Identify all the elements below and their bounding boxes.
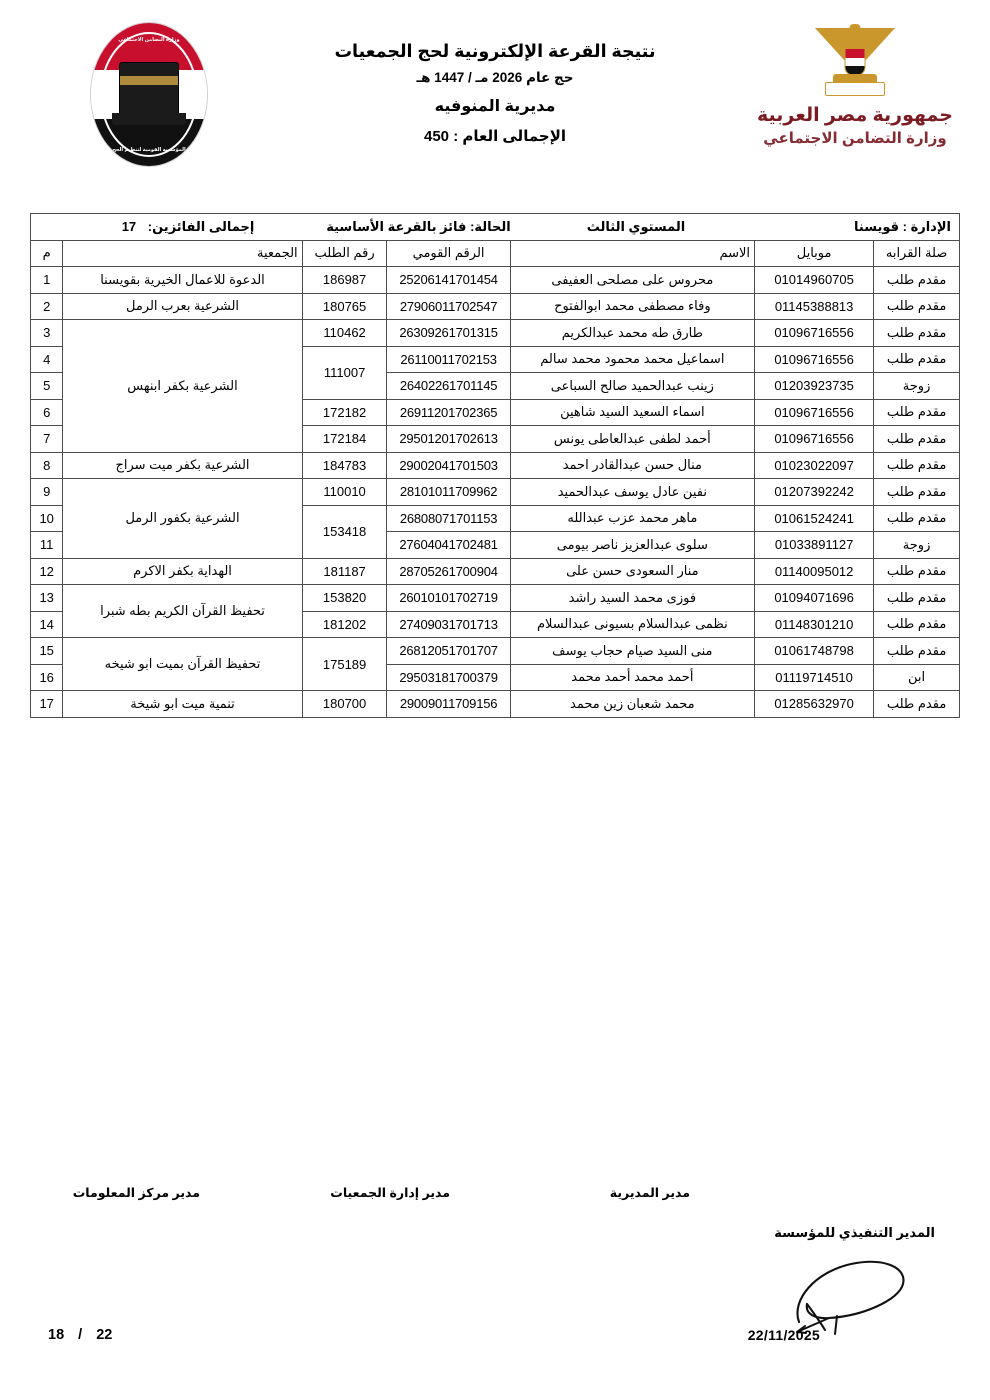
table-row (31, 293, 960, 320)
egypt-ministry-logo (740, 24, 970, 189)
emblem-bottom-text: المؤسسة القومية لتنظيم الحج (112, 147, 186, 153)
cell-relation: مقدم طلب (874, 320, 960, 347)
results-table (30, 213, 960, 718)
column-header-request-no: رقم الطلب (302, 240, 387, 267)
cell-national-id: 26911201702365 (387, 399, 510, 426)
column-header-relation: صلة القرابه (874, 240, 960, 267)
cell-request-no: 110462 (302, 320, 387, 347)
cell-name: طارق طه محمد عبدالكريم (510, 320, 754, 347)
table-row (31, 691, 960, 718)
cell-index: 6 (31, 399, 63, 426)
cell-name: اسماء السعيد السيد شاهين (510, 399, 754, 426)
page-current: 18 (48, 1327, 65, 1343)
page-footer (0, 1175, 990, 1375)
cell-request-no: 110010 (302, 479, 387, 506)
column-header-name: الاسم (510, 240, 754, 267)
cell-name: أحمد محمد أحمد محمد (510, 664, 754, 691)
cell-mobile: 01285632970 (755, 691, 874, 718)
cell-society: الشرعية بكفر ابنهس (63, 320, 302, 453)
cell-index: 13 (31, 585, 63, 612)
cell-index: 14 (31, 611, 63, 638)
signature-directorate-label: مدير المديرية (609, 1186, 690, 1200)
cell-mobile: 01096716556 (755, 399, 874, 426)
cell-mobile: 01145388813 (755, 293, 874, 320)
cell-national-id: 26110011702153 (387, 346, 510, 373)
republic-name: جمهورية مصر العربية (757, 105, 953, 126)
egypt-eagle-icon (815, 24, 895, 100)
cell-relation: مقدم طلب (874, 479, 960, 506)
cell-relation: زوجة (874, 532, 960, 559)
cell-index: 9 (31, 479, 63, 506)
ministry-name: وزارة التضامن الاجتماعي (763, 130, 947, 147)
cell-mobile: 01096716556 (755, 346, 874, 373)
cell-relation: مقدم طلب (874, 611, 960, 638)
cell-request-no: 184783 (302, 452, 387, 479)
table-row (31, 558, 960, 585)
cell-request-no: 186987 (302, 267, 387, 294)
cell-index: 3 (31, 320, 63, 347)
cell-national-id: 27604041702481 (387, 532, 510, 559)
cell-society: الدعوة للاعمال الخيرية بقويسنا (63, 267, 302, 294)
hajj-year-subtitle: حج عام 2026 مـ / 1447 هـ (416, 70, 574, 85)
table-row (31, 320, 960, 347)
cell-request-no: 172182 (302, 399, 387, 426)
cell-relation: مقدم طلب (874, 585, 960, 612)
cell-index: 15 (31, 638, 63, 665)
column-header-mobile: موبايل (755, 240, 874, 267)
table-row (31, 638, 960, 665)
status-value: فائز بالقرعة الأساسية (326, 218, 467, 234)
cell-mobile: 01203923735 (755, 373, 874, 400)
grand-total-label: الإجمالى العام : (453, 128, 567, 145)
cell-name: منال حسن عبدالقادر احمد (510, 452, 754, 479)
info-strip-cell (31, 214, 960, 241)
cell-relation: مقدم طلب (874, 452, 960, 479)
cell-mobile: 01033891127 (755, 532, 874, 559)
cell-name: محروس على مصلحى العفيفى (510, 267, 754, 294)
cell-national-id: 27906011702547 (387, 293, 510, 320)
cell-index: 8 (31, 452, 63, 479)
cell-name: ماهر محمد عزب عبدالله (510, 505, 754, 532)
cell-request-no: 153820 (302, 585, 387, 612)
signature-societies-label: مدير إدارة الجمعيات (330, 1186, 450, 1200)
cell-society: تحفيظ القرآن الكريم بطه شبرا (63, 585, 302, 638)
cell-index: 17 (31, 691, 63, 718)
table-header-row (31, 240, 960, 267)
level-value: المستوي الثالث (586, 218, 686, 234)
winners-total-label: إجمالى الفائزين: (147, 218, 255, 234)
page-header (0, 0, 990, 200)
cell-index: 1 (31, 267, 63, 294)
cell-national-id: 26808071701153 (387, 505, 510, 532)
cell-name: نفين عادل يوسف عبدالحميد (510, 479, 754, 506)
column-header-society: الجمعية (63, 240, 302, 267)
administration-info (736, 219, 955, 235)
cell-name: سلوى عبدالعزيز ناصر بيومى (510, 532, 754, 559)
results-table-container (30, 213, 960, 718)
cell-relation: زوجة (874, 373, 960, 400)
cell-relation: مقدم طلب (874, 505, 960, 532)
cell-request-no: 153418 (302, 505, 387, 558)
cell-mobile: 01119714510 (755, 664, 874, 691)
cell-request-no: 181202 (302, 611, 387, 638)
cell-national-id: 26402261701145 (387, 373, 510, 400)
cell-national-id: 28705261700904 (387, 558, 510, 585)
page-number: 18 / 22 (48, 1327, 113, 1343)
cell-name: زينب عبدالحميد صالح السباعى (510, 373, 754, 400)
cell-relation: مقدم طلب (874, 267, 960, 294)
cell-society: تحفيظ القرآن بميت ابو شيخه (63, 638, 302, 691)
winners-total-value: 17 (121, 218, 137, 234)
page-title: نتيجة القرعة الإلكترونية لحج الجمعيات (334, 41, 656, 61)
cell-society: تنمية ميت ابو شيخة (63, 691, 302, 718)
cell-mobile: 01207392242 (755, 479, 874, 506)
cell-mobile: 01061748798 (755, 638, 874, 665)
status-label: الحالة: (470, 218, 511, 234)
cell-relation: مقدم طلب (874, 399, 960, 426)
cell-name: اسماعيل محمد محمود محمد سالم (510, 346, 754, 373)
winners-total-info (35, 219, 301, 235)
cell-society: الشرعية بعرب الرمل (63, 293, 302, 320)
cell-index: 16 (31, 664, 63, 691)
cell-index: 7 (31, 426, 63, 453)
directorate-name: مديرية المنوفيه (434, 98, 556, 115)
table-info-row (31, 214, 960, 241)
administration-label: الإدارة : (902, 218, 951, 234)
cell-relation: ابن (874, 664, 960, 691)
cell-name: أحمد لطفى عبدالعاطى يونس (510, 426, 754, 453)
cell-mobile: 01140095012 (755, 558, 874, 585)
footer-date: 22/11/2025 (747, 1327, 820, 1343)
cell-national-id: 25206141701454 (387, 267, 510, 294)
cell-relation: مقدم طلب (874, 691, 960, 718)
administration-value: قويسنا (854, 218, 899, 234)
table-row (31, 479, 960, 506)
cell-request-no: 180765 (302, 293, 387, 320)
cell-mobile: 01014960705 (755, 267, 874, 294)
cell-relation: مقدم طلب (874, 426, 960, 453)
table-row (31, 267, 960, 294)
cell-national-id: 28101011709962 (387, 479, 510, 506)
cell-national-id: 27409031701713 (387, 611, 510, 638)
emblem-top-text: وزارة التضامن الاجتماعي (118, 37, 180, 43)
cell-name: نظمى عبدالسلام بسيونى عبدالسلام (510, 611, 754, 638)
cell-relation: مقدم طلب (874, 558, 960, 585)
cell-request-no: 111007 (302, 346, 387, 399)
cell-society: الشرعية بكفر ميت سراج (63, 452, 302, 479)
cell-index: 5 (31, 373, 63, 400)
cell-mobile: 01148301210 (755, 611, 874, 638)
cell-mobile: 01061524241 (755, 505, 874, 532)
cell-national-id: 26309261701315 (387, 320, 510, 347)
cell-society: الشرعية بكفور الرمل (63, 479, 302, 559)
cell-request-no: 175189 (302, 638, 387, 691)
cell-index: 2 (31, 293, 63, 320)
cell-society: الهداية بكفر الاكرم (63, 558, 302, 585)
page-total: 22 (96, 1327, 113, 1343)
cell-national-id: 29002041701503 (387, 452, 510, 479)
cell-national-id: 26812051701707 (387, 638, 510, 665)
cell-name: فوزى محمد السيد راشد (510, 585, 754, 612)
cell-national-id: 29009011709156 (387, 691, 510, 718)
column-header-index: م (31, 240, 63, 267)
cell-mobile: 01023022097 (755, 452, 874, 479)
cell-index: 4 (31, 346, 63, 373)
cell-index: 10 (31, 505, 63, 532)
cell-relation: مقدم طلب (874, 293, 960, 320)
signature-info-center-label: مدير مركز المعلومات (72, 1186, 200, 1200)
cell-mobile: 01096716556 (755, 426, 874, 453)
cell-mobile: 01094071696 (755, 585, 874, 612)
cell-name: منار السعودى حسن على (510, 558, 754, 585)
cell-national-id: 26010101702719 (387, 585, 510, 612)
cell-mobile: 01096716556 (755, 320, 874, 347)
cell-name: منى السيد صيام حجاب يوسف (510, 638, 754, 665)
signature-executive-label: المدير التنفيذي للمؤسسة (774, 1225, 935, 1240)
cell-name: محمد شعبان زين محمد (510, 691, 754, 718)
cell-national-id: 29503181700379 (387, 664, 510, 691)
cell-relation: مقدم طلب (874, 638, 960, 665)
cell-request-no: 172184 (302, 426, 387, 453)
column-header-national-id: الرقم القومي (387, 240, 510, 267)
cell-index: 11 (31, 532, 63, 559)
cell-name: وفاء مصطفى محمد ابوالفتوح (510, 293, 754, 320)
table-row (31, 452, 960, 479)
cell-request-no: 181187 (302, 558, 387, 585)
results-table-body (31, 267, 960, 718)
status-info (301, 219, 536, 235)
cell-national-id: 29501201702613 (387, 426, 510, 453)
cell-relation: مقدم طلب (874, 346, 960, 373)
table-row (31, 585, 960, 612)
grand-total-value: 450 (423, 128, 450, 145)
cell-request-no: 180700 (302, 691, 387, 718)
cell-index: 12 (31, 558, 63, 585)
